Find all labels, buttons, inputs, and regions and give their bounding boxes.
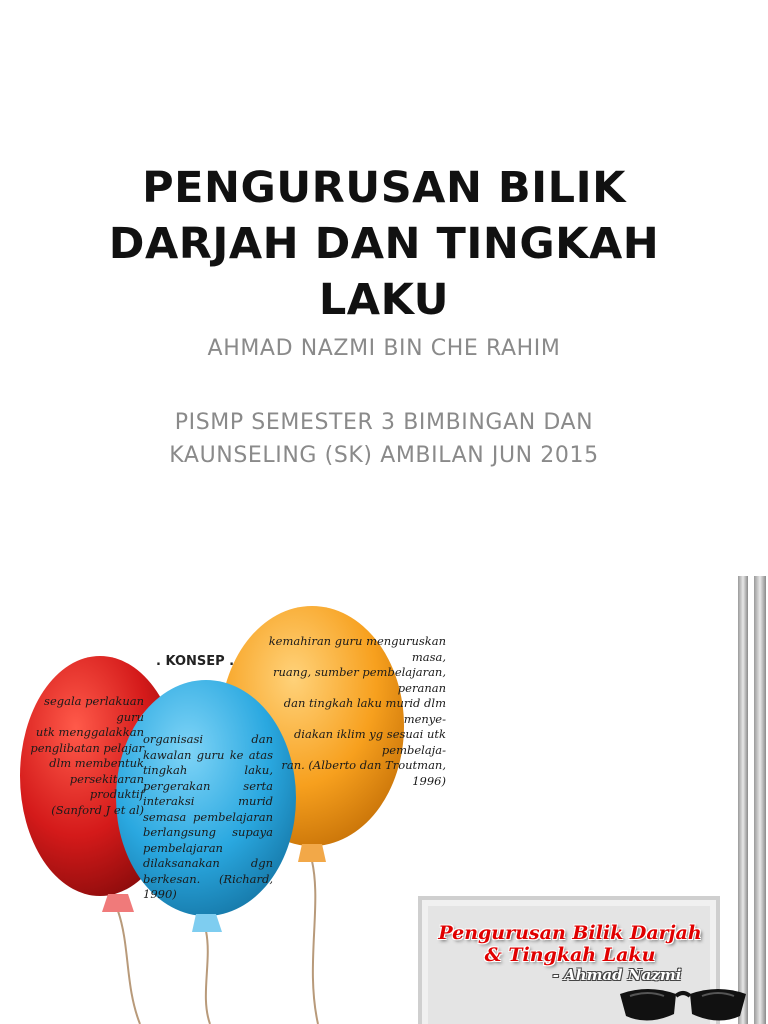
author-name: AHMAD NAZMI BIN CHE RAHIM xyxy=(207,336,561,361)
sunglasses-icon xyxy=(618,984,748,1024)
orange-balloon-string xyxy=(312,861,318,1024)
red-balloon-text: segala perlakuan guru utk menggalakkan penglibatan pelajar dlm membentuk persekitaran produktif (Sanford J et al) xyxy=(30,694,144,817)
blue-balloon-text: organisasi dan kawalan guru ke atas tingkah laku, pergerakan serta interaksi murid semasa pembelajaran berlangsung supaya pembelajaran dilaksanakan dgn berkesan. (Richard, 1990) xyxy=(143,732,273,901)
konsep-label: . KONSEP . xyxy=(156,654,235,669)
slide-title: PENGURUSAN BILIK DARJAH DAN TINGKAH LAKU xyxy=(108,163,660,325)
red-balloon-string xyxy=(118,911,140,1024)
pole-right xyxy=(754,576,766,1024)
book-title: Pengurusan Bilik Darjah & Tingkah Laku xyxy=(438,922,702,966)
orange-balloon-text: kemahiran guru menguruskan masa, ruang, sumber pembelajaran, peranan dan tingkah laku murid dlm menye- diakan iklim yg sesuai utk pembelaja- ran. (Alberto dan Troutman, 1996) xyxy=(268,634,446,788)
title-graphic xyxy=(0,566,768,1024)
blue-balloon-string xyxy=(206,931,210,1024)
course-info: PISMP SEMESTER 3 BIMBINGAN DAN KAUNSELING (SK) AMBILAN JUN 2015 xyxy=(169,410,599,468)
book-author: - Ahmad Nazmi xyxy=(552,966,682,984)
pole-left xyxy=(738,576,748,1024)
